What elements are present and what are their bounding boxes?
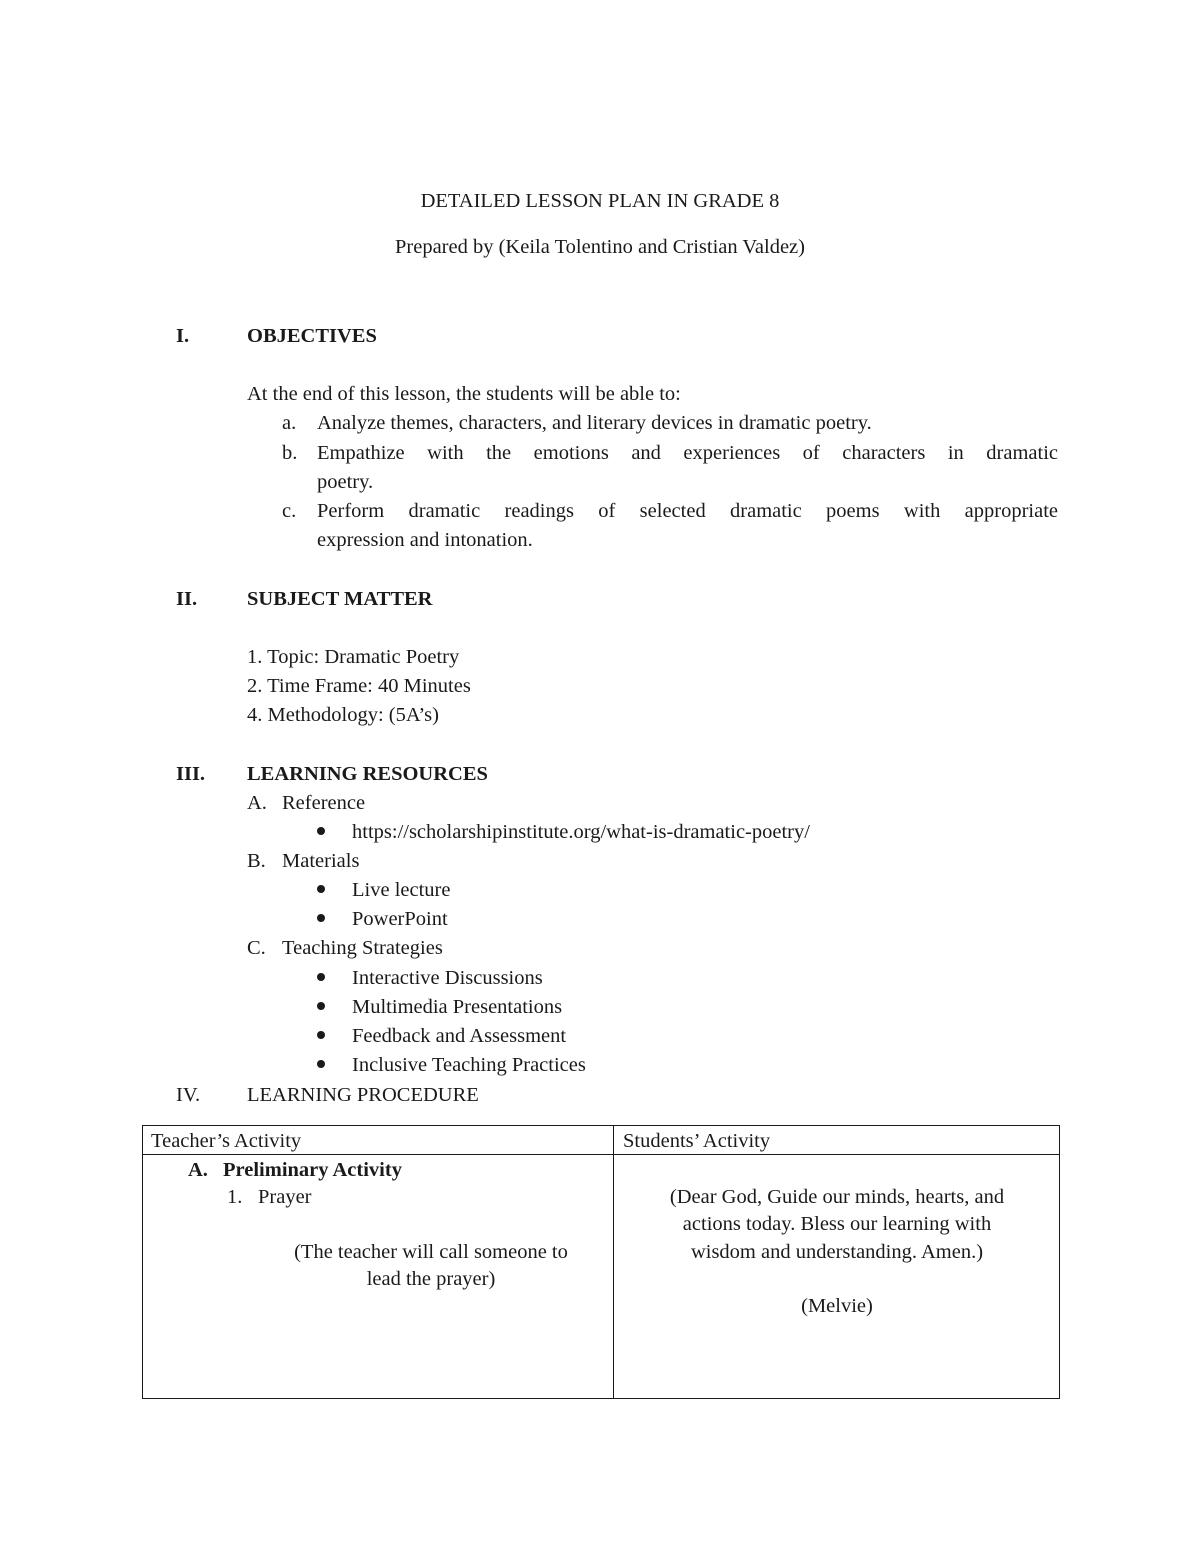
- teacher-note-line: (The teacher will call someone to: [294, 1241, 568, 1263]
- resource-label-materials: Materials: [282, 850, 360, 872]
- resource-marker-b: B.: [247, 850, 266, 872]
- student-speaker: (Melvie): [801, 1295, 873, 1317]
- header-teacher-activity: [143, 1126, 614, 1155]
- teacher-activity-cell: [143, 1155, 614, 1399]
- table-row: [143, 1155, 1060, 1399]
- strategy-item: Multimedia Presentations: [352, 996, 563, 1018]
- resource-label-reference: Reference: [282, 792, 366, 814]
- bullet-icon: [317, 914, 325, 922]
- strategy-item: Interactive Discussions: [352, 967, 543, 989]
- student-response-line: wisdom and understanding. Amen.): [690, 1241, 984, 1263]
- section-numeral-procedure: IV.: [176, 1084, 201, 1106]
- header-students-activity: [614, 1126, 1060, 1155]
- teacher-note-line: lead the prayer): [366, 1268, 496, 1290]
- procedure-table: [142, 1125, 1060, 1399]
- objective-a-line-1: Analyze themes, characters, and literary devices in dramatic poetry.: [317, 412, 872, 434]
- bullet-icon: [317, 1060, 325, 1068]
- document-title: DETAILED LESSON PLAN IN GRADE 8: [420, 190, 780, 212]
- bullet-icon: [317, 973, 325, 981]
- activity-step-label: Prayer: [258, 1186, 312, 1208]
- bullet-icon: [317, 885, 325, 893]
- section-numeral-subject: II.: [176, 588, 198, 610]
- header-students-label: Students’ Activity: [623, 1130, 771, 1152]
- strategy-item: Inclusive Teaching Practices: [352, 1054, 586, 1076]
- section-heading-objectives: OBJECTIVES: [247, 325, 377, 347]
- resource-label-strategies: Teaching Strategies: [282, 937, 443, 959]
- subject-item-time-frame: 2. Time Frame: 40 Minutes: [247, 675, 471, 697]
- objective-marker-a: a.: [282, 412, 297, 434]
- objective-b-line-1: Empathize with the emotions and experiences of characters in dramatic: [317, 442, 1058, 464]
- prepared-by: Prepared by (Keila Tolentino and Cristian Valdez): [395, 236, 805, 258]
- reference-link: https://scholarshipinstitute.org/what-is-dramatic-poetry/: [352, 821, 810, 843]
- table-header-row: [143, 1126, 1060, 1155]
- resource-marker-c: C.: [247, 937, 266, 959]
- section-heading-subject: SUBJECT MATTER: [247, 588, 433, 610]
- objective-b-line-2: poetry.: [317, 471, 374, 493]
- material-item: PowerPoint: [352, 908, 448, 930]
- objectives-intro: At the end of this lesson, the students will be able to:: [247, 383, 681, 405]
- bullet-icon: [317, 1002, 325, 1010]
- section-heading-procedure: LEARNING PROCEDURE: [247, 1084, 479, 1106]
- subject-item-methodology: 4. Methodology: (5A’s): [247, 704, 439, 726]
- objective-c-line-1: Perform dramatic readings of selected dramatic poems with appropriate: [317, 500, 1058, 522]
- bullet-icon: [317, 1031, 325, 1039]
- student-response-line: (Dear God, Guide our minds, hearts, and: [669, 1186, 1005, 1208]
- header-teacher-label: Teacher’s Activity: [151, 1130, 302, 1152]
- objective-c-line-2: expression and intonation.: [317, 529, 533, 551]
- resource-marker-a: A.: [247, 792, 267, 814]
- students-activity-cell: [614, 1155, 1060, 1399]
- student-response-line: actions today. Bless our learning with: [682, 1213, 992, 1235]
- material-item: Live lecture: [352, 879, 451, 901]
- section-numeral-resources: III.: [176, 763, 206, 785]
- section-heading-resources: LEARNING RESOURCES: [247, 763, 488, 785]
- subject-item-topic: 1. Topic: Dramatic Poetry: [247, 646, 460, 668]
- objective-marker-c: c.: [282, 500, 297, 522]
- section-numeral-objectives: I.: [176, 325, 190, 347]
- strategy-item: Feedback and Assessment: [352, 1025, 567, 1047]
- activity-step-marker: 1.: [227, 1186, 243, 1208]
- bullet-icon: [317, 827, 325, 835]
- activity-section-marker: A.: [188, 1159, 208, 1181]
- activity-section-title: Preliminary Activity: [223, 1159, 402, 1181]
- objective-marker-b: b.: [282, 442, 298, 464]
